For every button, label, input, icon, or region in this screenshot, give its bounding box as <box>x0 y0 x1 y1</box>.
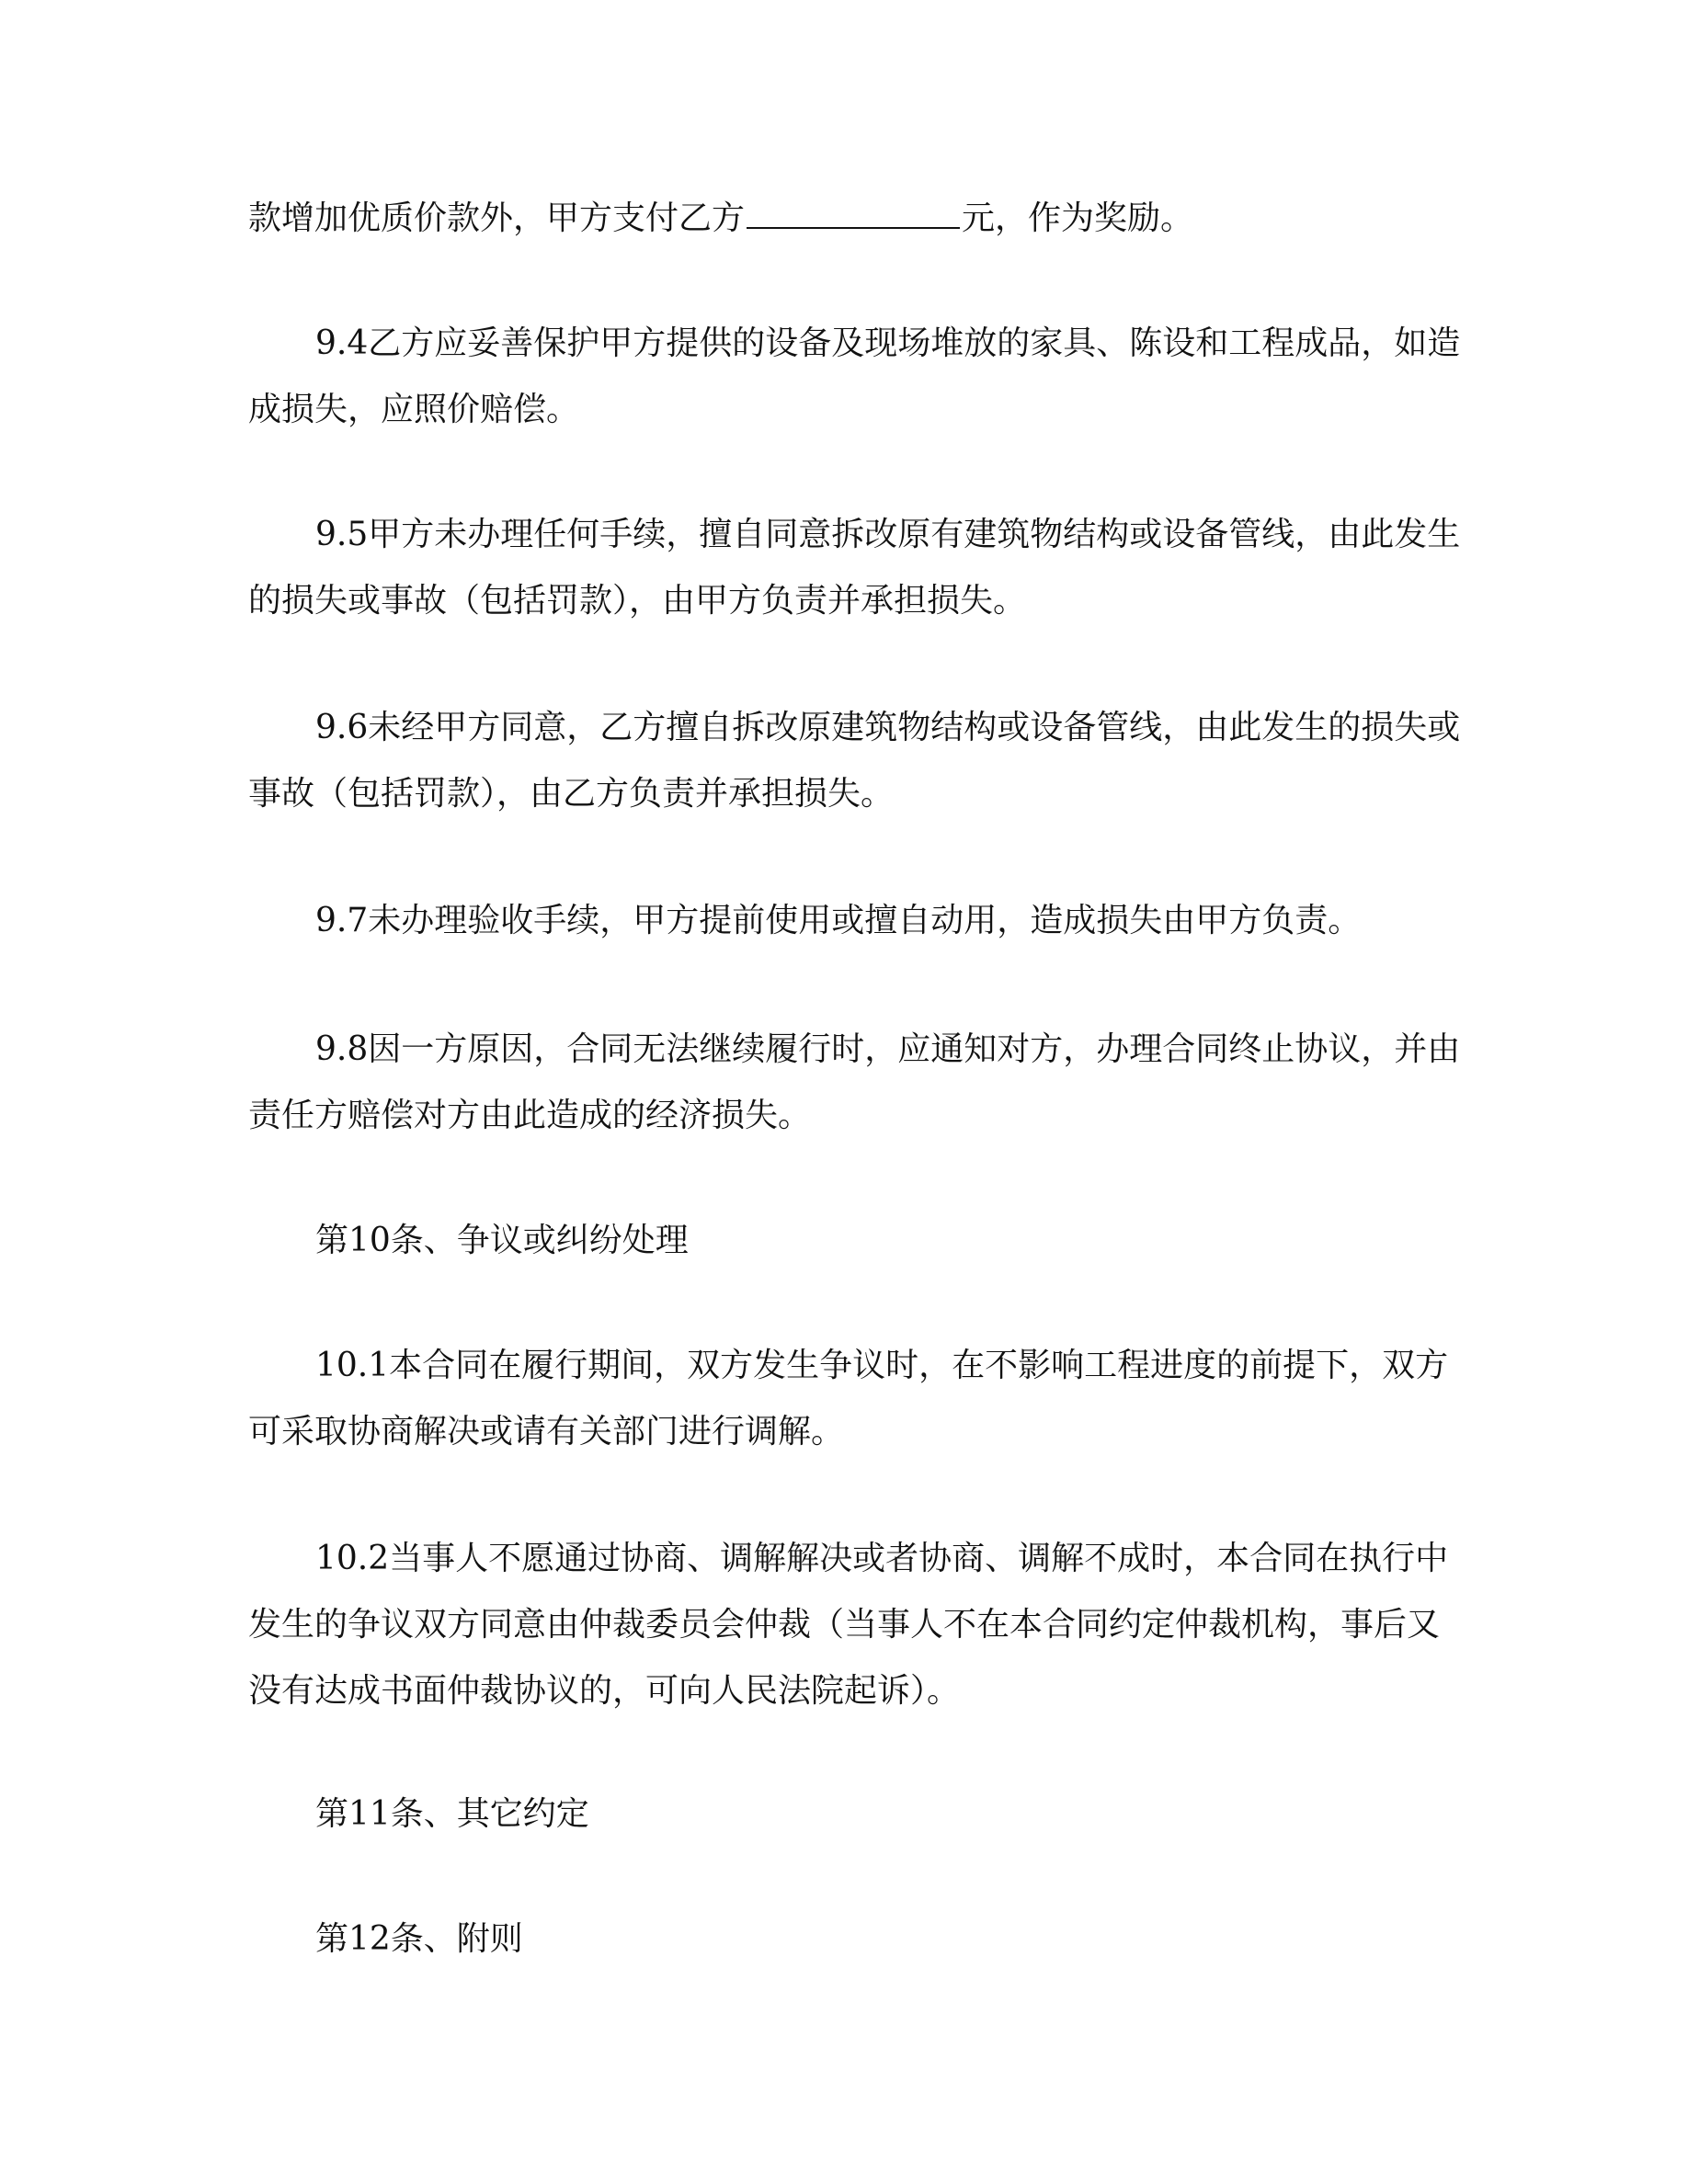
clause-9-6 <box>248 695 1461 827</box>
article-title: 第10条、争议或纠纷处理 <box>315 1222 689 1259</box>
clause-9-8 <box>248 1017 1461 1149</box>
clause-line: 9.7未办理验收手续，甲方提前使用或擅自动用，造成损失由甲方负责。 <box>315 902 1362 939</box>
clause-line: 没有达成书面仲裁协议的，可向人民法院起诉）。 <box>248 1672 961 1710</box>
clause-line: 事故（包括罚款），由乙方负责并承担损失。 <box>248 775 895 813</box>
clause-10-2 <box>248 1526 1449 1724</box>
paragraph-award <box>248 186 1443 252</box>
clause-line: 9.4乙方应妥善保护甲方提供的设备及现场堆放的家具、陈设和工程成品，如造 <box>315 324 1461 362</box>
clause-9-7 <box>248 888 1443 954</box>
clause-9-4 <box>248 311 1461 443</box>
award-text-after: 元，作为奖励。 <box>962 199 1194 237</box>
paragraph-line <box>248 186 1443 252</box>
clause-line: 10.1本合同在履行期间，双方发生争议时，在不影响工程进度的前提下，双方 <box>315 1347 1449 1384</box>
clause-line: 责任方赔偿对方由此造成的经济损失。 <box>248 1097 812 1134</box>
article-12-heading <box>248 1906 1443 1973</box>
article-title: 第11条、其它约定 <box>315 1795 589 1833</box>
clause-line: 可采取协商解决或请有关部门进行调解。 <box>248 1413 845 1450</box>
clause-line: 的损失或事故（包括罚款），由甲方负责并承担损失。 <box>248 582 1027 620</box>
clause-9-5 <box>248 502 1461 634</box>
article-title: 第12条、附则 <box>315 1920 523 1958</box>
amount-blank-field <box>747 192 960 229</box>
clause-line: 9.5甲方未办理任何手续，擅自同意拆改原有建筑物结构或设备管线，由此发生 <box>315 516 1461 553</box>
article-11-heading <box>248 1781 1443 1848</box>
clause-line: 10.2当事人不愿通过协商、调解解决或者协商、调解不成时，本合同在执行中 <box>315 1540 1449 1577</box>
article-10-heading <box>248 1208 1443 1274</box>
clause-10-1 <box>248 1333 1449 1465</box>
clause-line: 9.6未经甲方同意，乙方擅自拆改原建筑物结构或设备管线，由此发生的损失或 <box>315 709 1461 746</box>
clause-line: 9.8因一方原因，合同无法继续履行时，应通知对方，办理合同终止协议，并由 <box>315 1030 1461 1068</box>
clause-line: 成损失，应照价赔偿。 <box>248 391 580 428</box>
clause-line: 发生的争议双方同意由仲裁委员会仲裁（当事人不在本合同约定仲裁机构，事后又 <box>248 1606 1441 1644</box>
award-text-before: 款增加优质价款外，甲方支付乙方 <box>248 199 746 237</box>
